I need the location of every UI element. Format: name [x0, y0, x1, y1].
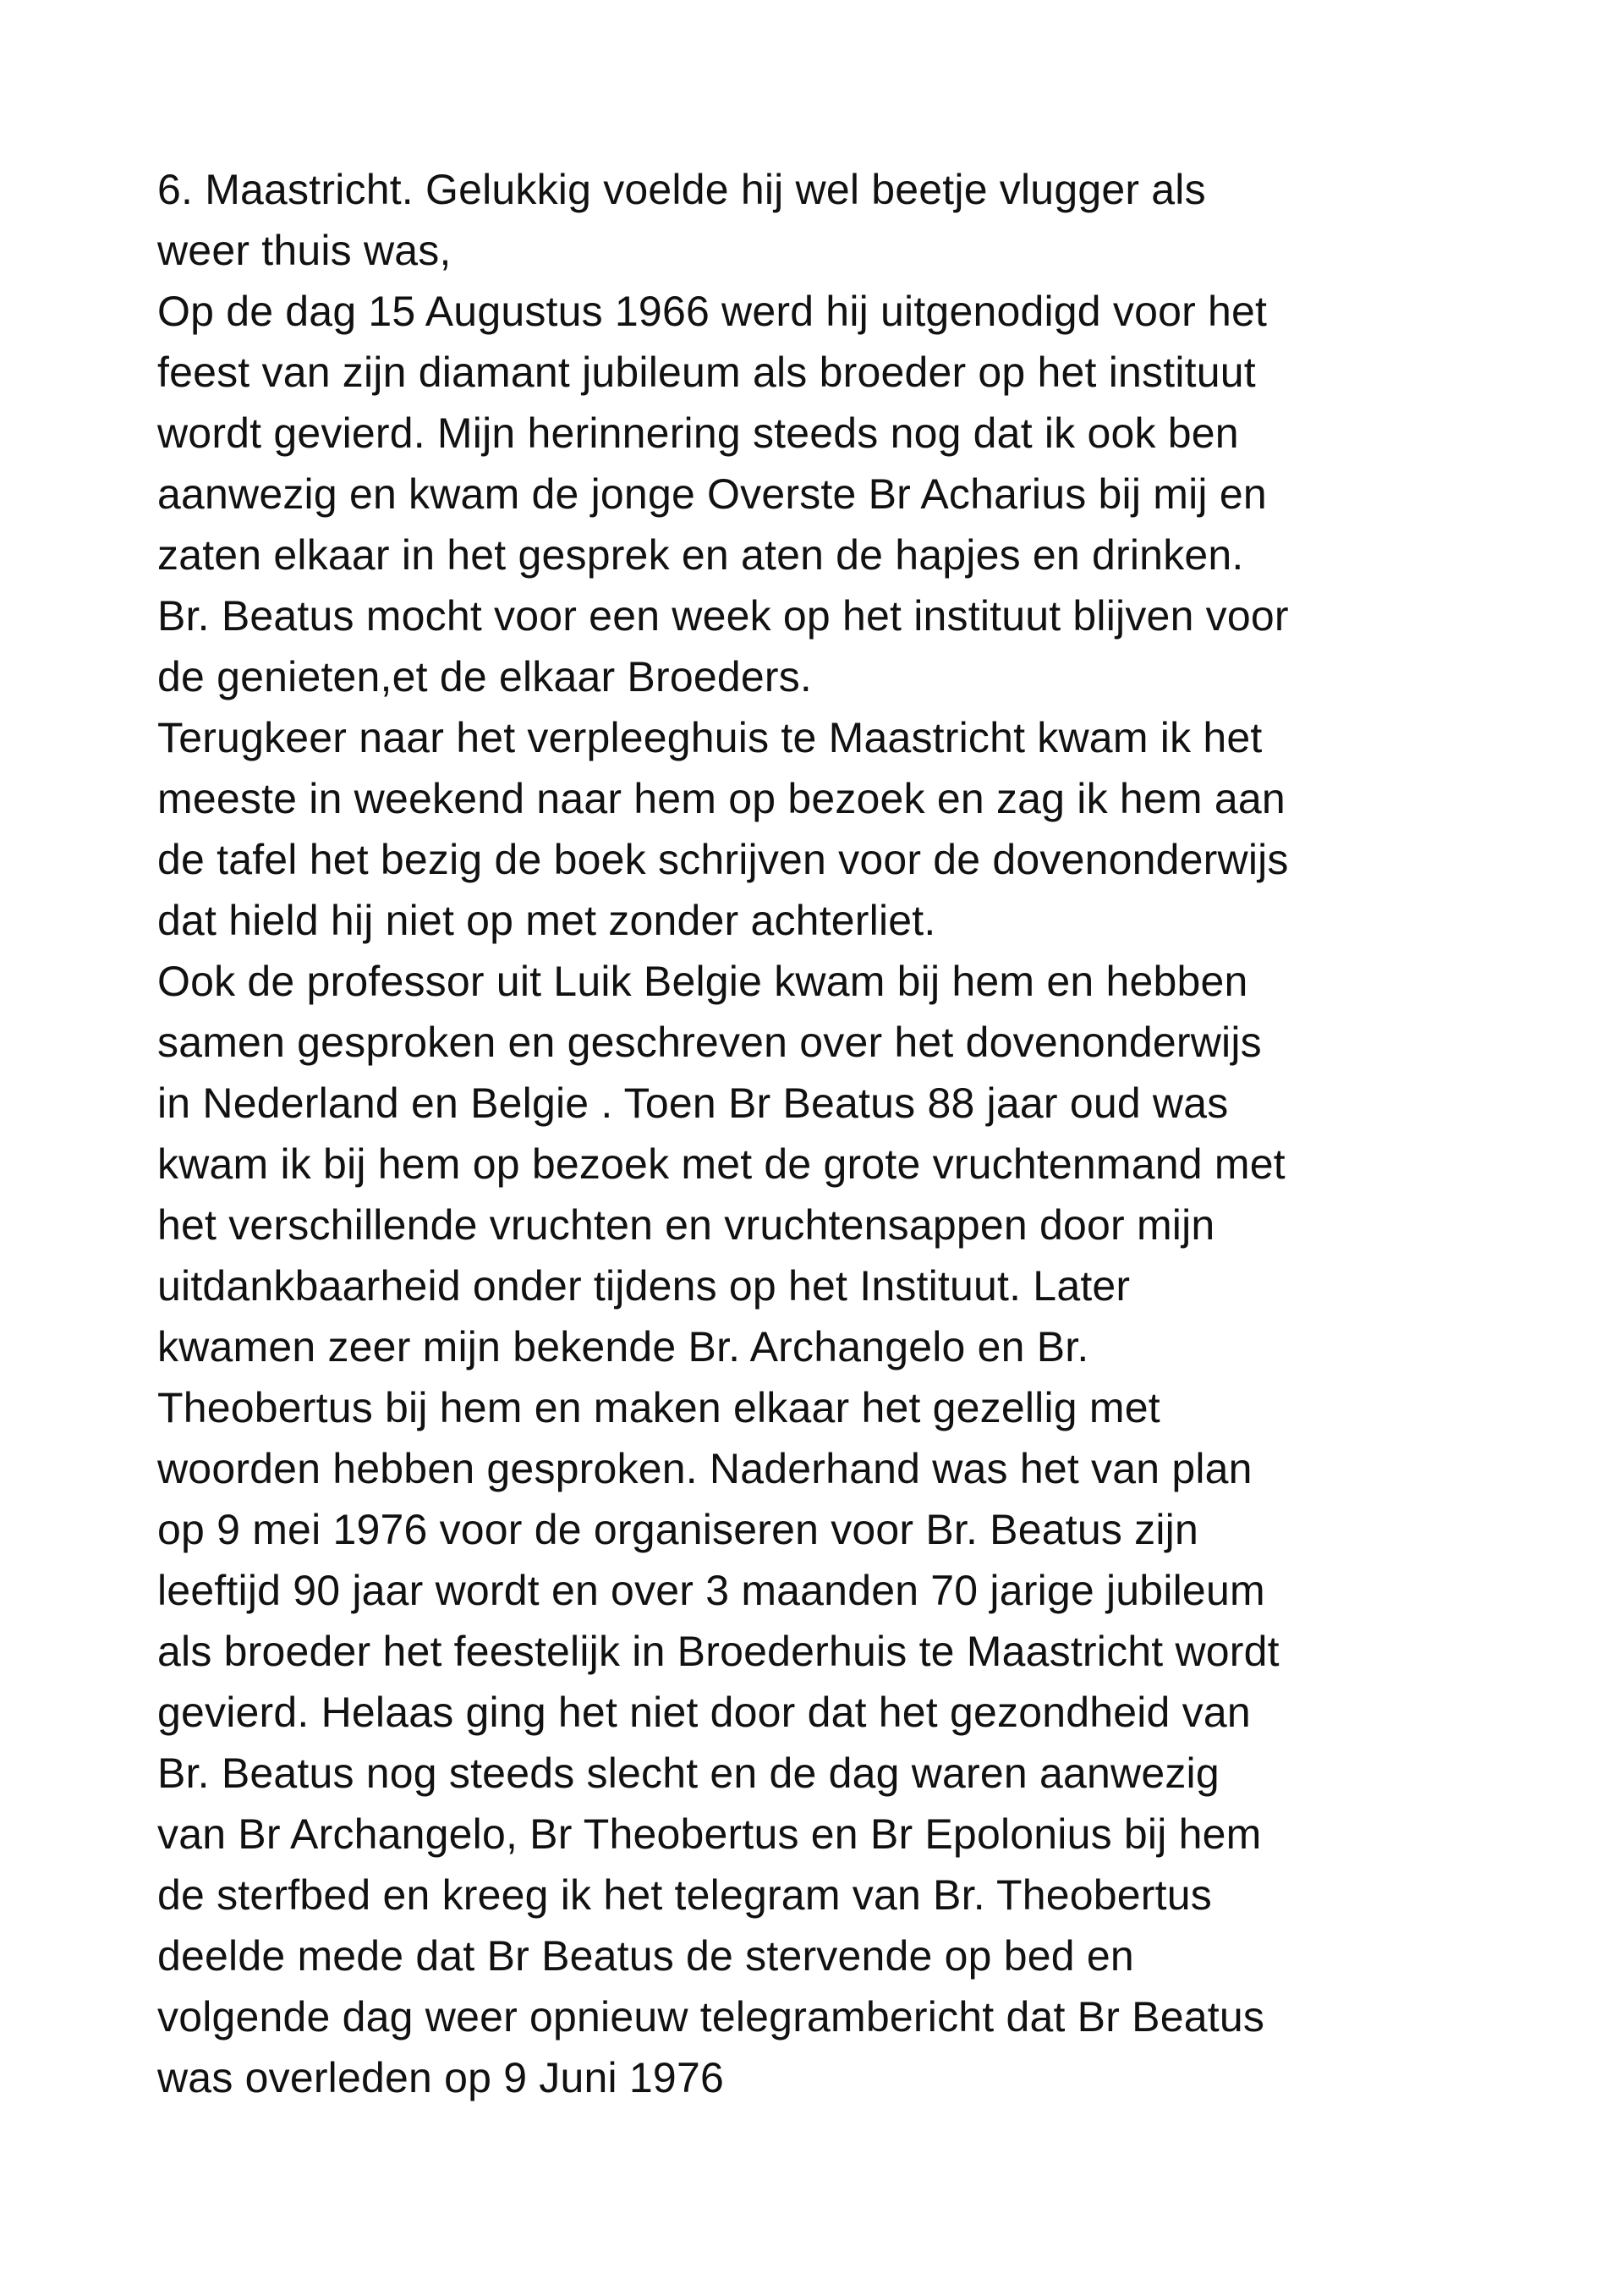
text-line: 6. Maastricht. Gelukkig voelde hij wel beetje vlugger als: [157, 166, 1206, 213]
text-line: zaten elkaar in het gesprek en aten de hapjes en drinken.: [157, 531, 1244, 579]
text-line: dat hield hij niet op met zonder achterliet.: [157, 897, 936, 944]
text-line: meeste in weekend naar hem op bezoek en zag ik hem aan: [157, 775, 1286, 822]
text-line: aanwezig en kwam de jonge Overste Br Acharius bij mij en: [157, 470, 1267, 518]
text-line: samen gesproken en geschreven over het dovenonderwijs: [157, 1019, 1262, 1066]
text-line: op 9 mei 1976 voor de organiseren voor Br. Beatus zijn: [157, 1506, 1198, 1553]
text-line: weer thuis was,: [157, 227, 452, 274]
text-line: in Nederland en Belgie . Toen Br Beatus 88 jaar oud was: [157, 1079, 1229, 1127]
text-line: Br. Beatus mocht voor een week op het instituut blijven voor: [157, 592, 1289, 640]
text-line: kwamen zeer mijn bekende Br. Archangelo en Br.: [157, 1323, 1089, 1370]
text-line: als broeder het feestelijk in Broederhuis te Maastricht wordt: [157, 1628, 1280, 1675]
text-line: de tafel het bezig de boek schrijven voor de dovenonderwijs: [157, 836, 1289, 883]
text-line: Terugkeer naar het verpleeghuis te Maastricht kwam ik het: [157, 714, 1263, 761]
text-line: Theobertus bij hem en maken elkaar het gezellig met: [157, 1384, 1160, 1431]
text-line: woorden hebben gesproken. Naderhand was het van plan: [157, 1445, 1253, 1492]
text-line: het verschillende vruchten en vruchtensappen door mijn: [157, 1201, 1215, 1249]
text-line: de genieten,et de elkaar Broeders.: [157, 653, 812, 700]
text-line: de sterfbed en kreeg ik het telegram van Br. Theobertus: [157, 1871, 1212, 1919]
text-line: was overleden op 9 Juni 1976: [157, 2054, 724, 2101]
text-line: Op de dag 15 Augustus 1966 werd hij uitgenodigd voor het: [157, 288, 1268, 335]
text-line: wordt gevierd. Mijn herinnering steeds nog dat ik ook ben: [157, 409, 1239, 457]
text-line: van Br Archangelo, Br Theobertus en Br Epolonius bij hem: [157, 1810, 1262, 1858]
text-line: gevierd. Helaas ging het niet door dat het gezondheid van: [157, 1689, 1251, 1736]
text-line: Ook de professor uit Luik Belgie kwam bij hem en hebben: [157, 958, 1248, 1005]
text-line: deelde mede dat Br Beatus de stervende op bed en: [157, 1932, 1134, 1980]
text-line: leeftijd 90 jaar wordt en over 3 maanden 70 jarige jubileum: [157, 1567, 1265, 1614]
body-text: [157, 159, 1511, 2108]
text-line: feest van zijn diamant jubileum als broeder op het instituut: [157, 349, 1256, 396]
text-line: kwam ik bij hem op bezoek met de grote vruchtenmand met: [157, 1140, 1286, 1188]
text-line: uitdankbaarheid onder tijdens op het Instituut. Later: [157, 1262, 1131, 1310]
text-line: volgende dag weer opnieuw telegrambericht dat Br Beatus: [157, 1993, 1265, 2041]
text-line: Br. Beatus nog steeds slecht en de dag waren aanwezig: [157, 1749, 1220, 1797]
